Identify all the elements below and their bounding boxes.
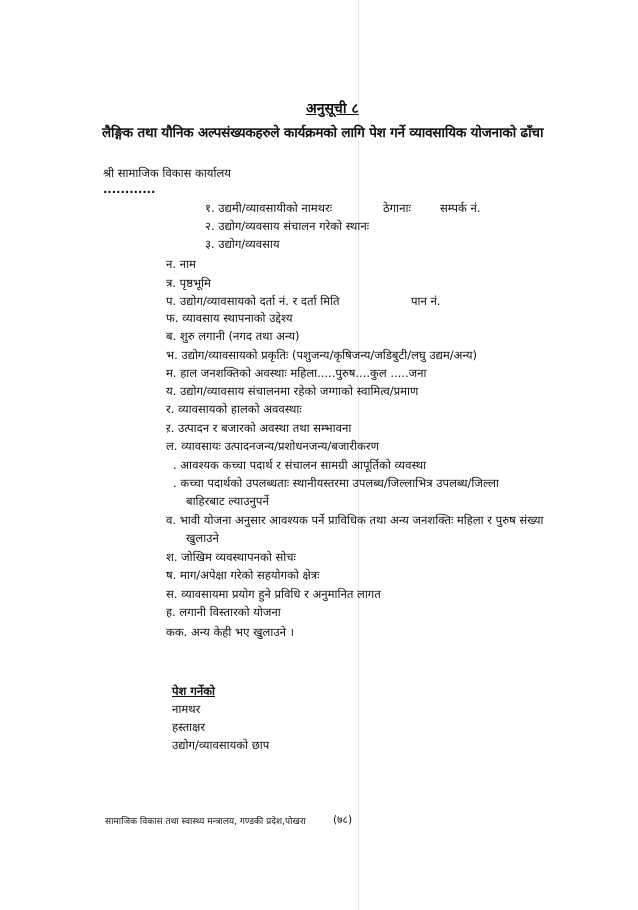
item-ssa: ष. माग/अपेक्षा गरेको सहयोगको क्षेत्रः [166,568,320,582]
item-pa: प. उद्योग/व्यावसायको दर्ता नं. र दर्ता मिति [166,294,340,308]
item-sha: श. जोखिम व्यवस्थापनको सोचः [166,550,296,564]
item-ra: र. व्यावसायको हालको अववस्थाः [166,402,302,416]
pan-label: पान नं. [411,294,441,308]
item-pha: फ. व्यावसाय स्थापनाको उद्देश्य [166,311,293,325]
submitter-name: नामथर [172,702,201,716]
subheading: लैङ्गिक तथा यौनिक अल्पसंख्यकहरुले कार्यक्रमको लागि पेश गर्ने व्यावसायिक योजनाको ढाँचा [102,125,544,141]
item-ma: म. हाल जनशक्तिको अवस्थाः महिला.....पुरुष....कुल .....जना [166,366,427,380]
address-dots: ............ [103,182,156,196]
item-va-continued: खुलाउने [186,531,219,545]
top-item-1: १. उद्यमी/व्यावसायीको नामथरः [205,201,333,215]
item-bha: भ. उद्योग/व्यावसायको प्रकृतिः (पशुजन्य/कृषिजन्य/जडिबुटी/लघु उद्यम/अन्य) [166,348,478,362]
item-ya: य. उद्योग/व्यावसाय संचालनमा रहेको जग्गाको स्वामित्व/प्रमाण [166,384,419,398]
submitter-seal: उद्योग/व्यावसायको छाप [172,738,270,752]
addressee: श्री सामाजिक विकास कार्यालय [103,166,231,180]
item-ba: ब. शुरु लगानी (नगद तथा अन्य) [166,329,300,343]
item-tra: त्र. पृष्ठभूमि [166,276,211,290]
item-kaka: कक. अन्य केही भए खुलाउने । [166,625,295,639]
item-sa: स. व्यावसायमा प्रयोग हुने प्रविधि र अनुमानित लागत [166,587,381,601]
top-item-1-address: ठेगानाः [383,201,411,215]
top-item-3: ३. उद्योग/व्यवसाय [205,237,280,251]
sub-item-2: . कच्चा पदार्थको उपलब्धताः स्थानीयस्तरमा उपलब्ध/जिल्लाभित्र उपलब्ध/जिल्ला [173,476,499,490]
top-item-1-contact: सम्पर्क नं. [440,201,481,215]
page-number: (७८) [333,814,353,826]
item-na: न. नाम [166,257,196,271]
top-item-2: २. उद्योग/व्यवसाय संचालन गरेको स्थानः [205,219,370,233]
submitter-title: पेश गर्नेको [172,684,216,698]
item-rra: ऱ. उत्पादन र बजारको अवस्था तथा सम्भावना [166,421,352,435]
sub-item-2-continued: बाहिरबाट ल्याउनुपर्ने [186,494,269,508]
heading: अनुसूची ८ [306,101,359,117]
sub-item-1: . आवश्यक कच्चा पदार्थ र संचालन सामग्री आपूर्तिको व्यवस्था [173,458,427,472]
item-va: व. भावी योजना अनुसार आवश्यक पर्ने प्राविधिक तथा अन्य जनशक्तिः महिला र पुरुष संख्या [166,513,544,527]
footer-publisher: सामाजिक विकास तथा स्वास्थ्य मन्त्रालय, गण्डकी प्रदेश,पोखरा [105,817,306,827]
item-la: ल. व्यावसायः उत्पादनजन्य/प्रशोधनजन्य/बजारीकरण [166,439,379,453]
item-ha: ह. लगानी विस्तारको योजना [166,605,281,619]
submitter-signature: हस्ताक्षर [172,720,206,734]
